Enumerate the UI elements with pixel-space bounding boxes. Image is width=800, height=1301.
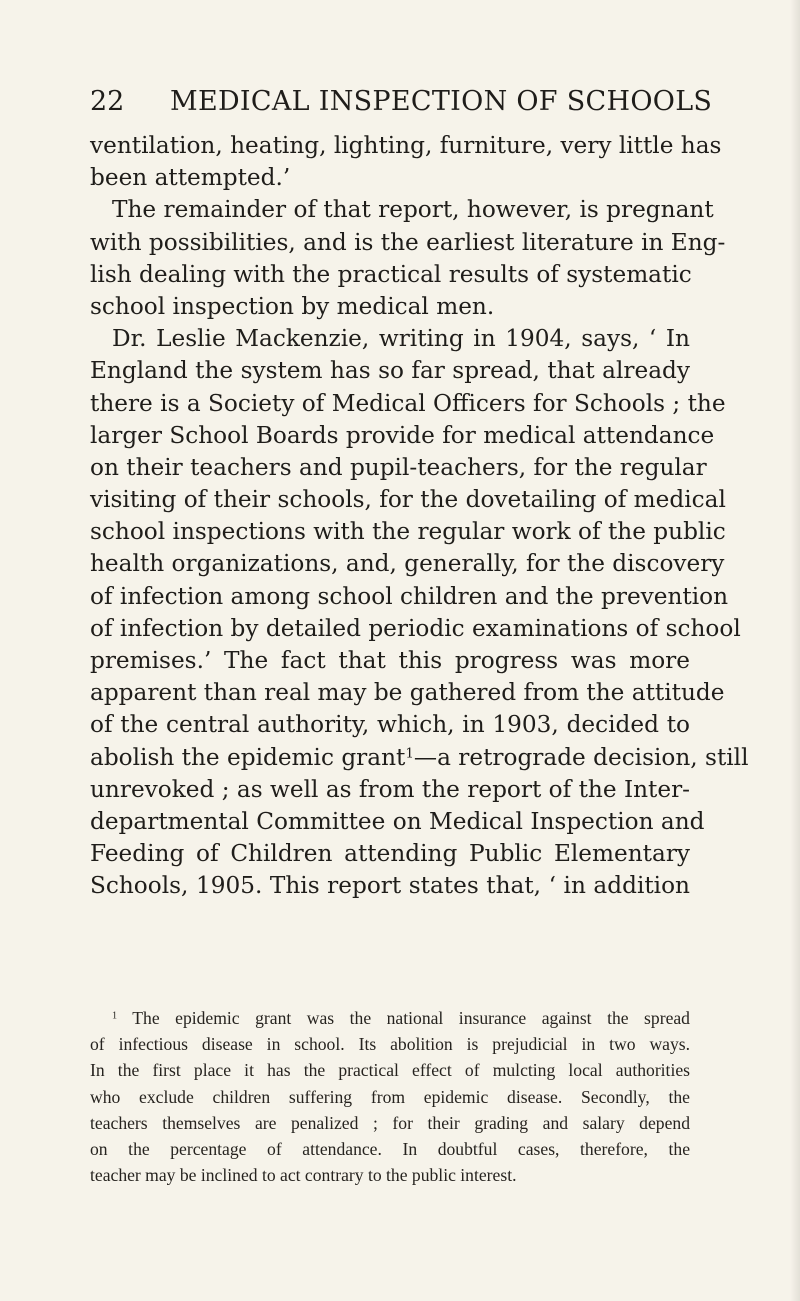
- body-line: there is a Society of Medical Officers for Schools ; the: [90, 389, 726, 417]
- body-line: Dr. Leslie Mackenzie, writing in 1904, says, ‘ In: [112, 325, 690, 353]
- page-edge-shadow: [790, 0, 800, 1301]
- body-text: [90, 130, 749, 903]
- body-line: unrevoked ; as well as from the report of the Inter-: [90, 775, 690, 803]
- body-line: England the system has so far spread, that already: [90, 357, 690, 385]
- body-line: school inspection by medical men.: [90, 292, 495, 320]
- body-line: of infection by detailed periodic examinations of school: [90, 614, 741, 642]
- body-line: been attempted.’: [90, 164, 291, 192]
- body-line: Feeding of Children attending Public Elementary: [90, 840, 690, 868]
- body-line: departmental Committee on Medical Inspection and: [90, 807, 705, 835]
- body-line: The remainder of that report, however, is pregnant: [112, 196, 714, 224]
- footnote-line: teachers themselves are penalized ; for their grading and salary depend: [90, 1112, 690, 1133]
- line-text: abolish the epidemic grant: [90, 743, 406, 771]
- body-line: with possibilities, and is the earliest literature in Eng-: [90, 228, 726, 256]
- footnote-reference: 1: [405, 746, 414, 762]
- body-line: larger School Boards provide for medical attendance: [90, 421, 715, 449]
- footnote-line: on the percentage of attendance. In doubtful cases, therefore, the: [90, 1138, 690, 1159]
- running-title: MEDICAL INSPECTION OF SCHOOLS: [170, 86, 713, 117]
- body-line-with-footnote-ref: [90, 742, 749, 774]
- body-line: school inspections with the regular work of the public: [90, 518, 726, 546]
- body-line: lish dealing with the practical results of systematic: [90, 260, 692, 288]
- body-line: visiting of their schools, for the dovetailing of medical: [90, 486, 726, 514]
- footnote-line: teacher may be inclined to act contrary to the public interest.: [90, 1165, 517, 1186]
- body-line: premises.’ The fact that this progress was more: [90, 647, 690, 674]
- body-line: health organizations, and, generally, for the discovery: [90, 550, 725, 578]
- footnote-text: The epidemic grant was the national insurance against the spread: [132, 1008, 690, 1028]
- footnote-line: who exclude children suffering from epidemic disease. Secondly, the: [90, 1086, 690, 1107]
- footnote-marker: 1: [112, 1010, 118, 1022]
- body-line: on their teachers and pupil-teachers, for the regular: [90, 453, 707, 481]
- body-line: of the central authority, which, in 1903, decided to: [90, 711, 690, 739]
- footnote: [90, 1005, 690, 1188]
- body-line: ventilation, heating, lighting, furniture, very little has: [90, 132, 722, 159]
- page-number: 22: [90, 86, 125, 117]
- body-line: apparent than real may be gathered from the attitude: [90, 679, 725, 707]
- line-text: —a retrograde decision, still: [413, 743, 749, 771]
- footnote-line: of infectious disease in school. Its abolition is prejudicial in two ways.: [90, 1034, 690, 1055]
- body-line: Schools, 1905. This report states that, ‘ in addition: [90, 872, 690, 900]
- footnote-line: In the first place it has the practical effect of mulcting local authorities: [90, 1060, 690, 1081]
- footnote-line: [90, 1005, 690, 1031]
- running-header: [90, 84, 713, 120]
- body-line: of infection among school children and the prevention: [90, 582, 729, 610]
